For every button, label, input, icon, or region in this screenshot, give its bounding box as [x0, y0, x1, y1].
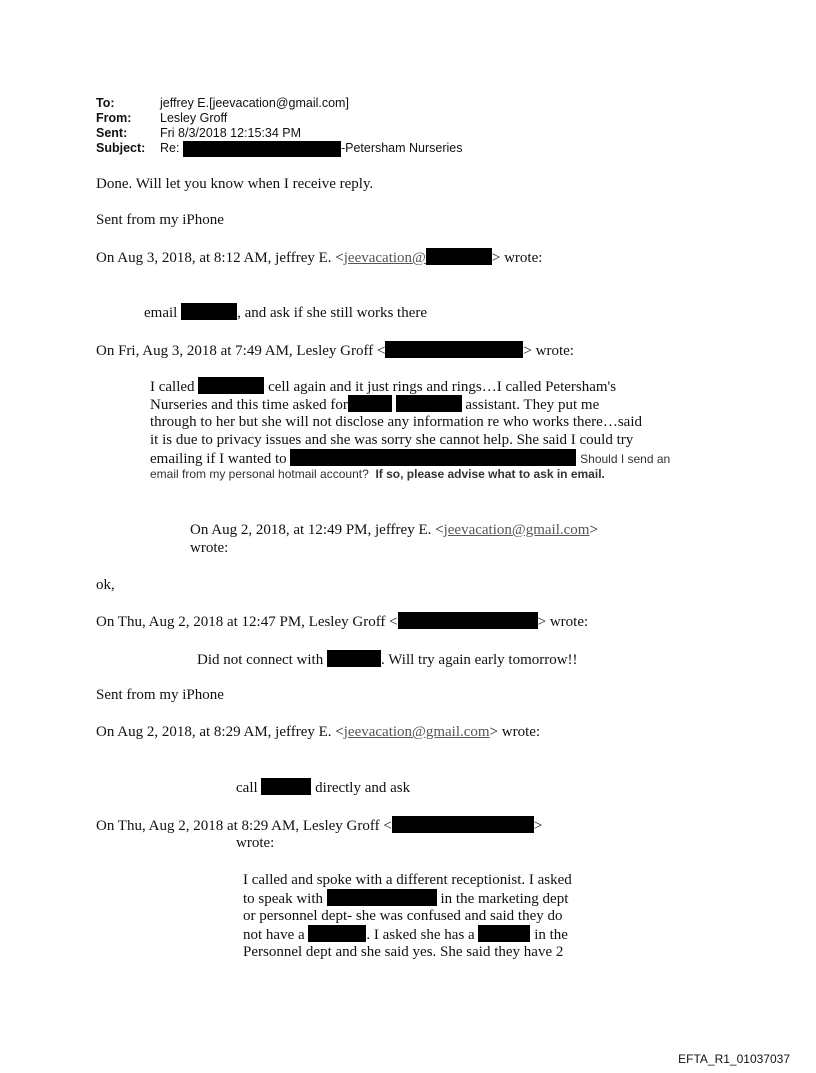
body-line: Done. Will let you know when I receive reply.: [96, 176, 374, 192]
quote-header-text: On Fri, Aug 3, 2018 at 7:49 AM, Lesley Groff <: [96, 343, 386, 359]
body-text: , and ask if she still works there: [237, 305, 428, 321]
quote-header-text: >: [589, 522, 598, 538]
body-line: through to her but she will not disclose any information re who works there…said: [150, 414, 642, 430]
body-text: Should I send an: [580, 452, 671, 466]
body-text: If so, please advise what to ask in email.: [375, 467, 605, 481]
sent-from-iphone: Sent from my iPhone: [96, 687, 224, 703]
body-text: in the: [534, 927, 568, 943]
to-value: jeffrey E.[jeevacation@gmail.com]: [160, 96, 349, 110]
body-text: I called: [150, 379, 195, 395]
quote-header-text: On Thu, Aug 2, 2018 at 12:47 PM, Lesley Groff <: [96, 614, 398, 630]
body-text: directly and ask: [315, 780, 411, 796]
quote-header: [96, 612, 588, 631]
redaction-block: [327, 650, 381, 667]
subject-prefix: Re:: [160, 141, 180, 155]
redaction-block: [478, 925, 530, 942]
redaction-block: [398, 612, 538, 629]
sent-value: Fri 8/3/2018 12:15:34 PM: [160, 126, 302, 140]
redaction-block: [183, 141, 341, 157]
quote-header-text: On Aug 2, 2018, at 12:49 PM, jeffrey E. <: [190, 522, 444, 538]
quote-header-text: > wrote:: [523, 343, 574, 359]
body-text: cell again and it just rings and rings…I called Petersham's: [268, 379, 617, 395]
redaction-block: [290, 449, 576, 466]
body-text: Nurseries and this time asked for: [150, 397, 348, 413]
body-line: it is due to privacy issues and she was sorry she cannot help. She said I could try: [150, 432, 634, 448]
to-label: To:: [96, 96, 115, 110]
subject-label: Subject:: [96, 141, 146, 155]
body-line: ok,: [96, 577, 115, 593]
body-line: or personnel dept- she was confused and said they do: [243, 908, 563, 924]
body-line: [150, 395, 599, 414]
from-value: Lesley Groff: [160, 111, 228, 125]
redaction-block: [396, 395, 462, 412]
body-text: email: [144, 305, 178, 321]
quote-header-text: > wrote:: [489, 724, 541, 740]
quote-header-text: On Thu, Aug 2, 2018 at 8:29 AM, Lesley Groff <: [96, 818, 392, 834]
email-link[interactable]: jeevacation@: [343, 250, 426, 266]
redaction-block: [426, 248, 492, 265]
redaction-block: [198, 377, 264, 394]
quote-header-text: On Aug 2, 2018, at 8:29 AM, jeffrey E. <: [96, 724, 344, 740]
email-header: [96, 96, 463, 157]
quote-header: [96, 816, 542, 835]
sent-label: Sent:: [96, 126, 128, 140]
body-line: [197, 650, 578, 669]
quote-header: [96, 723, 540, 741]
quote-header-text: >: [533, 818, 543, 834]
body-text: call: [236, 780, 258, 796]
redaction-block: [261, 778, 311, 795]
quote-header: [96, 341, 574, 360]
quote-header-text: > wrote:: [537, 614, 589, 630]
subject-suffix: -Petersham Nurseries: [340, 141, 463, 155]
body-line: [150, 449, 670, 468]
quote-header: [96, 248, 542, 267]
body-line: [150, 467, 605, 481]
body-text: emailing if I wanted to: [150, 451, 287, 467]
redaction-block: [327, 889, 437, 906]
quote-header-text: > wrote:: [491, 250, 543, 266]
sent-from-iphone: Sent from my iPhone: [96, 212, 224, 228]
body-line: [144, 303, 427, 322]
redaction-block: [392, 816, 534, 833]
body-text: not have a: [243, 927, 305, 943]
body-text: to speak with: [243, 891, 323, 907]
quote-header: [190, 521, 598, 539]
redaction-block: [385, 341, 523, 358]
body-text: . I asked she has a: [366, 927, 475, 943]
body-text: email from my personal hotmail account?: [150, 467, 369, 481]
body-line: [243, 925, 568, 944]
from-label: From:: [96, 111, 132, 125]
body-text: in the marketing dept: [440, 891, 569, 907]
body-text: Did not connect with: [197, 652, 324, 668]
email-link[interactable]: jeevacation@gmail.com: [343, 724, 490, 740]
quote-header-wrote: wrote:: [236, 835, 275, 851]
redaction-block: [348, 395, 392, 412]
redaction-block: [308, 925, 366, 942]
body-line: [236, 778, 410, 797]
redaction-block: [181, 303, 237, 320]
body-line: I called and spoke with a different receptionist. I asked: [243, 872, 572, 888]
body-line: Personnel dept and she said yes. She said they have 2: [243, 944, 564, 960]
email-link[interactable]: jeevacation@gmail.com: [443, 522, 590, 538]
body-text: . Will try again early tomorrow!!: [380, 652, 578, 668]
body-line: [150, 377, 616, 396]
quote-header-wrote: wrote:: [190, 540, 229, 556]
body-line: [243, 889, 568, 908]
document-id: EFTA_R1_01037037: [678, 1052, 790, 1066]
body-text: assistant. They put me: [465, 397, 600, 413]
quote-header-text: On Aug 3, 2018, at 8:12 AM, jeffrey E. <: [96, 250, 344, 266]
